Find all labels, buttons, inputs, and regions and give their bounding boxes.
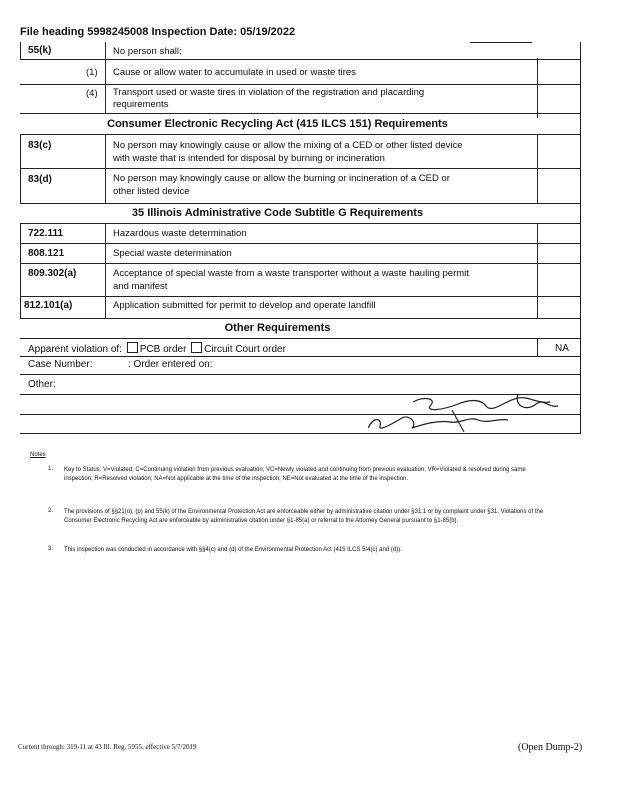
citation: 722.111 [28, 228, 64, 239]
section-title-ced: Consumer Electronic Recycling Act (415 ILCS 151) Requirements [107, 118, 448, 130]
requirement-text: Cause or allow water to accumulate in used or waste tires [113, 67, 356, 78]
order-entered-label: : Order entered on: [128, 359, 213, 370]
case-number-label: Case Number: [28, 359, 93, 370]
requirement-text: with waste that is intended for disposal by burning or incineration [113, 153, 385, 164]
rule [20, 338, 581, 339]
left-border [20, 223, 21, 319]
status-value: NA [555, 343, 569, 354]
citation: 83(c) [28, 140, 52, 151]
column-divider [537, 58, 538, 118]
requirement-text: Transport used or waste tires in violation of the registration and placarding [113, 87, 425, 98]
note-number: 2. [48, 508, 54, 514]
rule [470, 42, 532, 43]
section-title-35-iac: 35 Illinois Administrative Code Subtitle G Requirements [131, 207, 424, 219]
column-divider [105, 134, 106, 204]
section-title-other: Other Requirements [224, 322, 331, 334]
rule [20, 168, 581, 169]
requirement-text: and manifest [113, 281, 168, 292]
column-divider [537, 134, 538, 204]
handwritten-signature [368, 392, 568, 434]
notes-title: Notes [30, 452, 46, 458]
rule [20, 113, 581, 114]
right-border [580, 42, 581, 434]
rule [20, 318, 581, 319]
column-divider [537, 338, 538, 356]
left-border [20, 42, 21, 60]
requirement-text: No person may knowingly cause or allow the burning or incineration of a CED or [113, 173, 450, 184]
note-number: 1. [48, 466, 54, 472]
citation: 809.302(a) [28, 268, 77, 279]
left-border [20, 134, 21, 204]
citation: (4) [86, 88, 98, 99]
rule [20, 263, 581, 264]
rule [20, 374, 581, 375]
citation: 812.101(a) [24, 300, 73, 311]
column-divider [105, 42, 106, 114]
note-text: Key to Status: V=Violated; C=Continuing violation from previous evaluation; VC=Newly violated and continuing from previous evaluation; VR=Violated & resolved during same inspection; R=Resolved violation; NA=Not applicable at the time of the inspection; NE=Not evaluated at the time of the inspection. [64, 467, 526, 482]
footer-current-through: Current through: 319-11 at 43 Ill. Reg. 5955, effective 5/7/2019 [18, 743, 197, 751]
file-heading: File heading 5998245008 Inspection Date: 05/19/2022 [20, 26, 296, 38]
column-divider [105, 223, 106, 319]
column-divider [537, 223, 538, 319]
requirement-text: Acceptance of special waste from a waste transporter without a waste hauling permit [113, 268, 469, 279]
other-label: Other: [28, 379, 56, 390]
note-number: 3. [48, 546, 54, 552]
footer-form-name: (Open Dump-2) [518, 742, 583, 753]
note-text: The provisions of §§21(o), (p) and 55(k) of the Environmental Protection Act are enforceable either by administrative citation under §31.1 or by complaint under §31. Violations of the Consumer Electronic Recycling Act are enforceable by administrative citation under §1-85(a) or referral to the Attorney General pursuant to §1-85(b). [64, 509, 544, 524]
citation: 83(d) [28, 174, 52, 185]
requirement-text: No person may knowingly cause or allow the mixing of a CED or other listed device [113, 140, 463, 151]
rule [20, 243, 581, 244]
rule [20, 84, 581, 85]
pcb-order-label: PCB order [139, 344, 187, 355]
circuit-court-order-checkbox[interactable] [191, 342, 202, 353]
requirement-text: Hazardous waste determination [113, 228, 247, 239]
requirement-text: No person shall: [113, 46, 182, 57]
requirement-text: other listed device [113, 186, 190, 197]
rule [20, 59, 581, 60]
requirement-text: Special waste determination [113, 248, 232, 259]
requirement-text: Application submitted for permit to develop and operate landfill [113, 300, 376, 311]
pcb-order-checkbox[interactable] [127, 342, 138, 353]
citation: 808.121 [28, 248, 65, 259]
apparent-violation-label: Apparent violation of: [28, 344, 122, 355]
requirement-text: requirements [113, 99, 169, 110]
apparent-violation-row [28, 342, 286, 356]
rule [20, 203, 581, 204]
circuit-court-order-label: Circuit Court order [204, 344, 286, 355]
citation: (1) [86, 67, 98, 78]
rule [20, 296, 581, 297]
note-text: This inspection was conducted in accordance with §§4(c) and (d) of the Environmental Protection Act (415 ILCS 5/4(c) and (d)). [64, 547, 402, 553]
rule [20, 356, 581, 357]
citation: 55(k) [28, 45, 52, 56]
